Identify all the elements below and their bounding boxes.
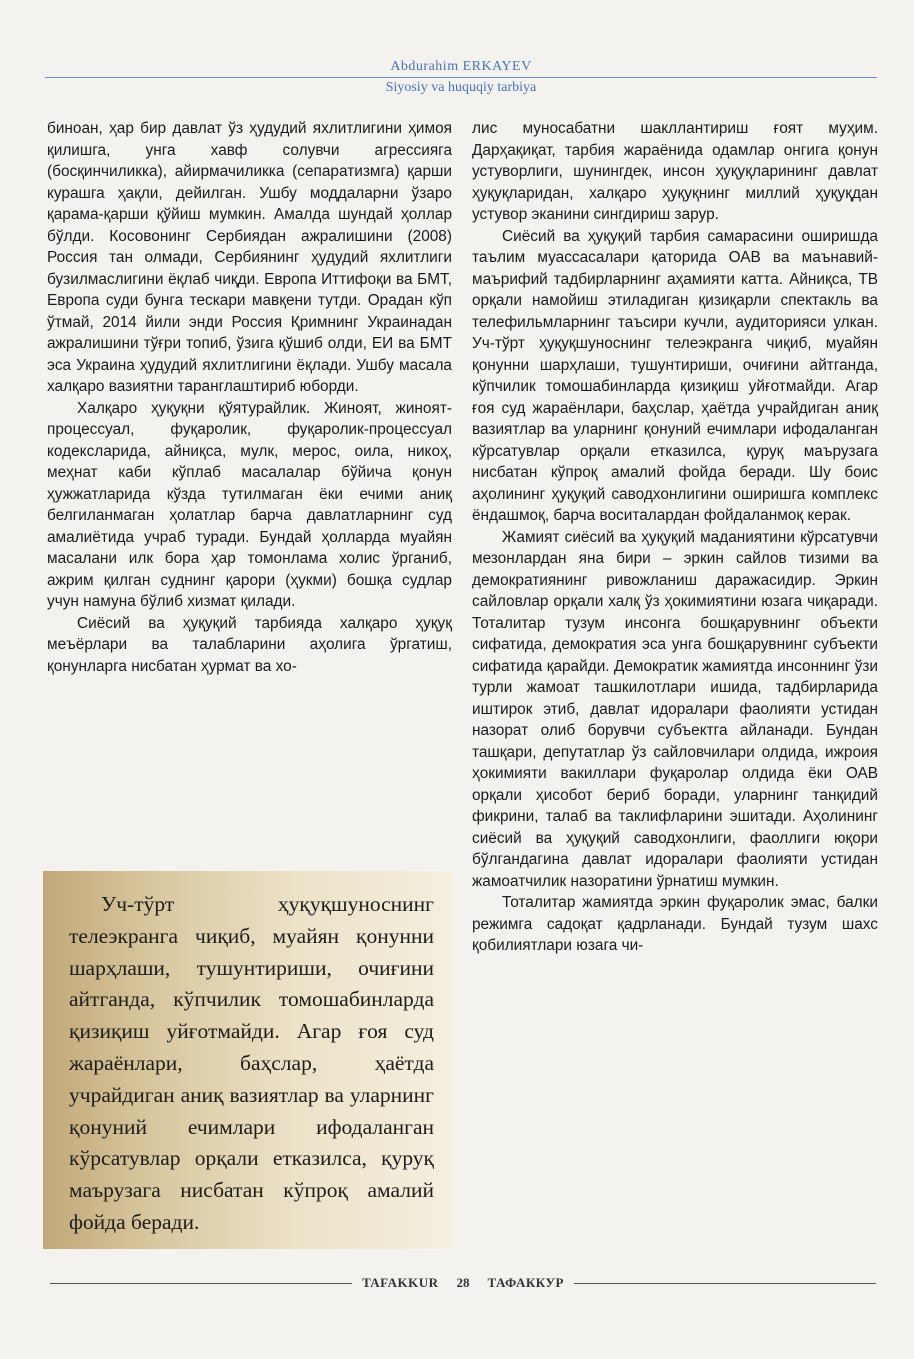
footer-magazine-cyrillic: ТАФАККУР [487, 1275, 564, 1290]
page-number: 28 [456, 1275, 470, 1290]
pull-quote [43, 871, 452, 1249]
paragraph: Тоталитар жамиятда эркин фуқаролик эмас, балки режимга садоқат қадрланади. Бундай тузум шахс қобилиятлари юзага чи- [472, 894, 878, 954]
header-rule [45, 77, 877, 78]
pull-quote-text: Уч-тўрт ҳуқуқшуноснинг телеэкранга чиқиб, муайян қонунни шарҳлаши, тушунтириши, очиғини айтганда, кўпчилик томошабинларда қизиқиш уйғотмайди. Агар ғоя суд жараёнлари, баҳслар, ҳаётда учрайдиган аниқ вазиятлар ва уларнинг қонуний ечимлари ифодаланган кўрсатувлар орқали етказилса, қуруқ маърузага нисбатан кўпроқ амалий фойда беради. [69, 892, 434, 1234]
page-footer [50, 1271, 876, 1295]
paragraph: Сиёсий ва ҳуқуқий тарбияда халқаро ҳуқуқ меъёрлари ва талабларини аҳолига ўргатиш, қонунларга нисбатан ҳурмат ва хо- [47, 614, 452, 675]
paragraph: лис муносабатни шакллантириш ғоят муҳим. Дарҳақиқат, тарбия жараёнида одамлар онгига қонун устуворлиги, шунингдек, инсон ҳуқуқларининг давлат ҳуқуқларидан, халқаро ҳуқуқнинг миллий ҳуқуқдан устувор эканини сингдириш зарур. [472, 120, 878, 223]
footer-magazine-latin: TAFAKKUR [362, 1275, 439, 1290]
paragraph: Жамият сиёсий ва ҳуқуқий маданиятини кўрсатувчи мезонлардан яна бири – эркин сайлов тизими ва демократиянинг ривожланиш даражасидир. Эркин сайловлар орқали халқ ўз ҳокимиятини юзага чиқаради. Тоталитар тузум инсонга бошқарувнинг объекти сифатида, демократия эса унга бошқарувнинг субъекти сифатида қарайди. Демократик жамиятда инсоннинг ўзи турли жамоат ташкилотлари ишида, тадбирларида иштирок этиб, давлат идоралари фаолияти устидан назорат олиб борувчи субъектга айланади. Бундан ташқари, депутатлар ўз сайловчилари олдида, ижроия ҳокимияти вакиллари фуқаролар олдида ёки ОАВ орқали ҳисобот бериб боради, уларнинг танқидий фикрини, талаб ва таклифларини эшитади. Аҳолининг сиёсий ва ҳуқуқий саводхонлиги, фаоллиги юқори бўлгандагина давлат идоралари фаолияти устидан жамоатчилик назоратини ўрнатиш мумкин. [472, 528, 878, 890]
header-subtitle: Siyosiy va huquqiy tarbiya [385, 80, 537, 95]
paragraph: Халқаро ҳуқуқни қўятурайлик. Жиноят, жиноят-процессуал, фуқаролик, фуқаролик-процессуал кодексларида, айниқса, мулк, мерос, оила, никоҳ, меҳнат каби кўплаб масалалар бўйича қонун ҳужжатларида кўзда тутилмаган ёки ечими аниқ белгиланмаган ҳолатлар барча давлатларнинг суд амалиётида учраб туради. Бундай ҳолларда муайян масалани илк бора ҳар томонлама холис ўрганиб, ажрим қилган суднинг қарори (ҳукми) бошқа судлар учун намуна бўлиб хизмат қилади. [47, 399, 452, 610]
right-column [472, 118, 878, 957]
running-header [45, 58, 877, 97]
paragraph: Сиёсий ва ҳуқуқий тарбия самарасини оширишда таълим муассасалари қаторида ОАВ ва маънавий-маърифий тадбирларнинг аҳамияти катта. Айниқса, ТВ орқали намойиш этиладиган қизиқарли спектакль ва телефильмларнинг таъсири кучли, аудиторияси улкан. Уч-тўрт ҳуқуқшуноснинг телеэкранга чиқиб, муайян қонунни шарҳлаши, тушунтириши, очиғини айтганда, кўпчилик томошабинларда қизиқиш уйғотмайди. Агар ғоя суд жараёнлари, баҳслар, ҳаётда учрайдиган аниқ вазиятлар ва уларнинг қонуний ечимлари ифодаланган кўрсатувлар орқали етказилса, қуруқ маърузага нисбатан кўпроқ амалий фойда беради. Шу боис аҳолининг ҳуқуқий саводхонлигини оширишга комплекс ёндашмоқ, барча воситалардан фойдаланмоқ керак. [472, 227, 878, 524]
header-author: Abdurahim ERKAYEV [390, 59, 532, 74]
left-column [47, 118, 452, 677]
footer-rule-right [574, 1283, 876, 1284]
paragraph: биноан, ҳар бир давлат ўз ҳудудий яхлитлигини ҳимоя қилишга, унга хавф солувчи агрессияга (босқинчиликка), айирмачиликка (сепаратизмга) қарши курашга ҳақли, дейилган. Ушбу моддаларни ўзаро қарама-қарши қўйиш мумкин. Амалда шундай ҳоллар бўлди. Косовонинг Сербиядан ажралишини (2008) Россия тан олмади, Сербиянинг ҳудудий яхлитлиги бузилмаслигини ёқлаб чиқди. Европа Иттифоқи ва БМТ, Европа суди бунга тескари мавқени тутди. Орадан кўп ўтмай, 2014 йили энди Россия Қримнинг Украинадан ажралишини тўғри топиб, ўзига қўшиб олди, ЕИ ва БМТ эса Украина ҳудудий яхлитлигини ёқлади. Ушбу масала халқаро вазиятни таранглаштириб юборди. [47, 120, 452, 395]
footer-rule-left [50, 1283, 352, 1284]
